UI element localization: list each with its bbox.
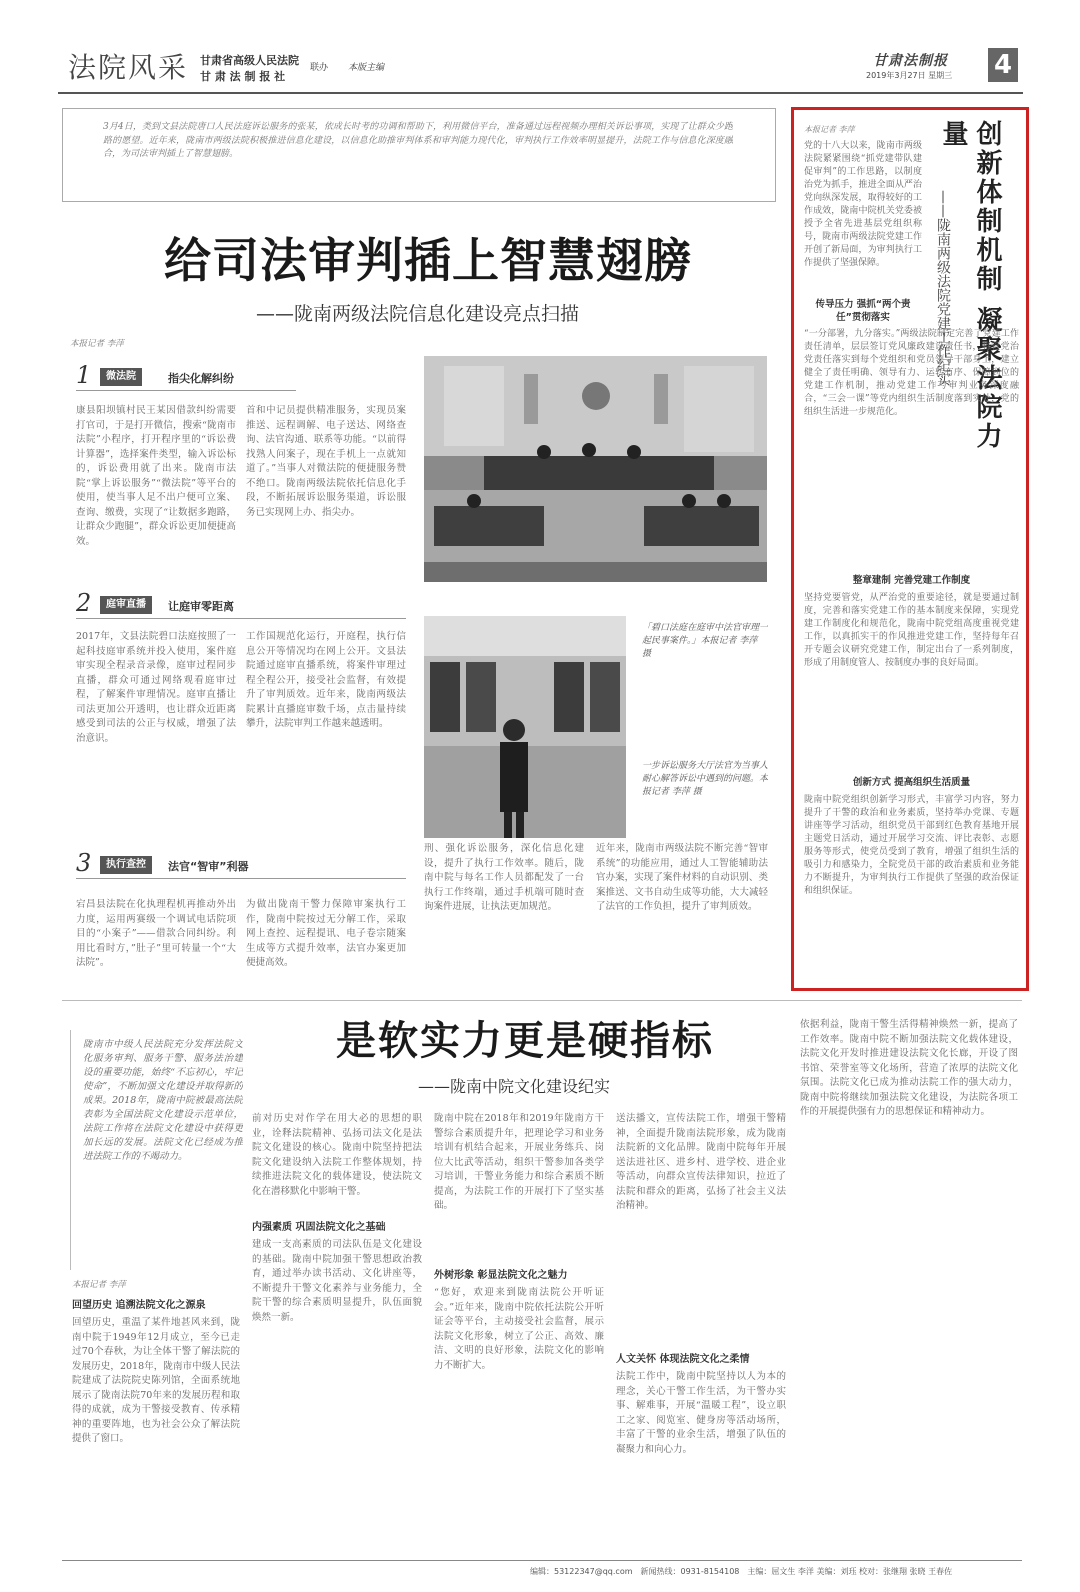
sidebar-sub3: 创新方式 提高组织生活质量 [852, 777, 971, 788]
sidebar-subtitle: ——陇南两级法院党建工作纪实 [935, 190, 951, 386]
article2-byline: 本报记者 李萍 [72, 1280, 126, 1290]
section3-col3: 刑、强化诉讼服务，深化信息化建设，提升了执行工作效率。随后，陇南中院与每名工作人员都配发了一台执行工作终端，通过手机端可随时查询案件进展，让执法更加规范。 [424, 843, 584, 912]
article1-intro: 3月4日，类到文县法院唐口人民法庭诉讼服务的张某，依成长时考的功调和帮助下，利用微信平台，准备通过远程视频办理相关诉讼事项，实现了让群众少跑路的愿望。近年来，陇南市两级法院积极推进信息化建设，以信息化助推审判体系和审判能力现代化，审判执行工作效率明显提升，法院工作与信息化深度融合，为司法审判插上了智慧翅膀。 [103, 122, 733, 159]
sidebar-intro: 党的十八大以来，陇南市两级法院紧紧围绕“抓党建带队建促审判”的工作思路，以制度治党为抓手，推进全面从严治党向纵深发展，取得较好的工作成效，陇南中院机关党委被授予全省先进基层党组织称号，陇南市两级法院党建工作开创了新局面，为审判执行工作提供了坚强保障。 [804, 141, 922, 268]
section3-col1: 宕昌县法院在化执理程机再推动外出力度，运用两赛级一个调试电话院项目的“小案子”——借款合同纠纷。利用比看时方，”肚子”里可转量一个“大法院”。 [76, 899, 236, 968]
service-hall-photo [424, 616, 626, 838]
section1-col2: 首和中记员提供精准服务，实现员案推送、远程调解、电子送达、网络查询、法官沟通、联系等功能。“以前得找熟人问案子，现在手机上一点就知道了。”当事人对微法院的便捷服务赞不绝口。陇南两级法院依托信息化手段，不断拓展诉讼服务渠道，诉讼服务已实现网上办、指尖办。 [246, 405, 406, 518]
section2-title: 让庭审零距离 [168, 600, 234, 613]
section1-title: 指尖化解纠纷 [168, 372, 234, 385]
article2-sub1: 回望历史 追溯法院文化之源泉 [72, 1300, 206, 1311]
page-number: 4 [988, 48, 1018, 82]
section2-number: 2 [76, 589, 92, 617]
article2-quote-box [70, 1030, 247, 1270]
sidebar-body3: 陇南中院党组织创新学习形式，丰富学习内容，努力提升了干警的政治和业务素质，坚持举办党课、专题讲座等学习活动，组织党员干部到红色教育基地开展主题党日活动，通过开展学习交流、评比表彰、志愿服务等形式，使党员受到了教育，增强了组织生活的吸引力和感染力，全院党员干部的政治素质和业务能力不断提升，为审判执行工作提供了坚强的政治保证和组织保证。 [804, 795, 1019, 896]
article2-sub3: 外树形象 彰显法院文化之魅力 [434, 1270, 568, 1281]
section3-number: 3 [76, 849, 92, 877]
section2-col2: 工作国规范化运行，开庭程，执行信息公开等情况均在网上公开。文县法院通过庭审直播系统，将案件审理过程全程公开，接受社会监督，有效提升了审判质效。近年来，陇南两级法院累计直播庭审数千场，点击量持续攀升，法院审判工作越来越透明。 [246, 631, 406, 729]
article2-col4b: 法院工作中，陇南中院坚持以人为本的理念，关心干警工作生活，为干警办实事、解难事，开展“温暖工程”，设立职工之家、阅览室、健身房等活动场所，丰富了干警的业余生活，增强了队伍的凝聚力和向心力。 [616, 1371, 786, 1455]
masthead [58, 48, 1023, 90]
section1-col1: 康县阳坝镇村民王某因借款纠纷需要打官司，于是打开微信，搜索“陇南市法院”小程序，打开程序里的“诉讼费计算器”，选择案件类型，输入诉讼标的，诉讼费用就了出来。陇南市法院“掌上诉讼服务”“微法院”等平台的使用，使当事人足不出户便可立案、查询、缴费，实现了“让数据多跑路，让群众少跑腿”，群众诉讼更加便捷高效。 [76, 405, 236, 547]
editor-label: 本版主编 [348, 63, 385, 73]
joint-label: 联办 [310, 63, 329, 73]
article2-col4: 送法播文，宣传法院工作，增强干警精神，全面提升陇南法院形象，成为陇南法院新的文化品牌。陇南中院每年开展送法进社区、进乡村、进学校、进企业等活动，向群众宣传法律知识，拉近了法院和群众的距离，弘扬了社会主义法治精神。 [616, 1113, 786, 1211]
article2-quote: 陇南市中级人民法院充分发挥法院文化服务审判、服务干警、服务法治建设的重要功能，始终“不忘初心，牢记使命”，不断加强文化建设并取得新的成果。2018年，陇南中院被最高法院表彰为全国法院文化建设示范单位，法院工作将在法院文化建设中获得更加长远的发展。法院文化已经成为推进法院工作的不竭动力。 [83, 1039, 243, 1162]
article2-col2b: 建成一支高素质的司法队伍是文化建设的基础。陇南中院加强干警思想政治教育，通过举办读书活动、文化讲座等，不断提升干警文化素养与业务能力，全院干警的综合素质明显提升，队伍面貌焕然一新。 [252, 1239, 422, 1323]
section3-title: 法官“智审”利器 [168, 860, 249, 873]
article2-col3: 陇南中院在2018年和2019年陇南方干警综合素质提升年，把理论学习和业务培训有机结合起来，开展业务练兵、岗位大比武等活动，组织干警参加各类学习培训，干警业务能力和综合素质不断提高，为法院工作的开展打下了坚实基础。 [434, 1113, 604, 1211]
section3-col4: 近年来，陇南市两级法院不断完善“智审系统”的功能应用，通过人工智能辅助法官办案，实现了案件材料的自动识别、类案推送、文书自动生成等功能，大大减轻了法官的工作负担，提升了审判质效。 [596, 843, 768, 912]
section1-rule [76, 390, 296, 391]
photo2-caption: 一步诉讼服务大厅法官为当事人耐心解答诉讼中遇到的问题。本报记者 李萍 摄 [642, 761, 768, 797]
section2-rule [76, 618, 406, 619]
section3-rule [76, 878, 406, 879]
section-name: 法院风采 [68, 51, 189, 84]
org-name-1: 甘肃省高级人民法院 [200, 54, 299, 67]
issue-date: 2019年3月27日 星期三 [866, 71, 953, 80]
section3-tag: 执行查控 [100, 856, 152, 874]
section3-col2: 为做出陇南干警力保障审案执行工作，陇南中院按过无分解工作，采取网上查控、远程提讯、电子卷宗随案生成等方式提升效率，法官办案更加便捷高效。 [246, 899, 406, 968]
masthead-rule [58, 92, 1023, 94]
sidebar-title: 创新体制机制 凝聚法院力量 [938, 120, 1002, 452]
article2-col1: 回望历史，重温了某件地甚风来到，陇南中院于1949年12月成立，至今已走过70个春秋，为让全体干警了解法院的发展历史，2018年，陇南市中级人民法院建成了法院院史陈列馆，全面系统地展示了陇南法院70年来的发展历程和取得的成就，成为干警接受教育、传承精神的重要阵地，也为社会公众了解法院提供了窗口。 [72, 1317, 240, 1444]
section2-tag: 庭审直播 [100, 596, 152, 614]
section1-tag: 微法院 [100, 368, 142, 386]
section1-number: 1 [76, 361, 92, 389]
article1-subtitle: ——陇南两级法院信息化建设亮点扫描 [256, 303, 580, 325]
sidebar-body2: 坚持党要管党，从严治党的重要途径，就是要通过制度，完善和落实党建工作的基本制度来保障，实现党建工作制度化和规范化，陇南中院党组高度重视党建工作，以真抓实干的作风推进党建工作，坚持每年召开专题会议研究党建工作，制定出台了一系列制度，形成了用制度管人、按制度办事的良好局面。 [804, 593, 1019, 668]
photo1-caption: 「碧口法庭在庭审中法官审理一起民事案件。」本报记者 李萍 摄 [642, 623, 768, 659]
footer-rule [62, 1560, 1022, 1561]
article1-title: 给司法审判插上智慧翅膀 [164, 234, 692, 289]
sidebar-sub2: 整章建制 完善党建工作制度 [852, 575, 971, 586]
sidebar-byline: 本报记者 李萍 [804, 125, 855, 134]
courtroom-photo [424, 356, 767, 582]
article2-col2: 前对历史对作学在用大必的思想的职业，诠释法院精神、弘扬司法文化是法院文化建设的核心。陇南中院坚持把法院文化建设纳入法院工作整体规划，持续推进法院文化的载体建设，使法院文化在潜移默化中影响干警。 [252, 1113, 422, 1197]
article1-byline: 本报记者 李萍 [70, 339, 124, 349]
article2-title: 是软实力更是硬指标 [336, 1017, 714, 1064]
section2-col1: 2017年，文县法院碧口法庭按照了一起科技庭审系统并投入使用，案件庭审实现全程录音录像，庭审过程同步直播，群众可通过网络观看庭审过程，了解案件审理情况。庭审直播让司法更加公开透明，也让群众近距离感受到司法的公正与权威，增强了法治意识。 [76, 631, 236, 744]
page-footer: 编辑：53122347@qq.com 新闻热线：0931-8154108 主编：屈文生 李洋 美编：刘珏 校对：张继翔 张晓 王春佐 [530, 1567, 953, 1576]
sidebar-highlight-box [791, 107, 1029, 991]
article-divider [62, 1000, 1022, 1001]
article2-col3b: “您好，欢迎来到陇南法院公开听证会。”近年来，陇南中院依托法院公开听证会等平台，主动接受社会监督，展示法院文化形象，树立了公正、高效、廉洁、文明的良好形象，法院文化的影响力不断扩大。 [434, 1287, 604, 1371]
article2-subtitle: ——陇南中院文化建设纪实 [418, 1077, 611, 1096]
article1-intro-box [62, 108, 776, 202]
org-name-2: 甘 肃 法 制 报 社 [200, 70, 286, 83]
sidebar-sub1: 传导压力 强抓“两个责任”贯彻落实 [815, 299, 911, 323]
article2-col5: 依据利益，陇南干警生活得精神焕然一新，提高了工作效率。陇南中院不断加强法院文化载体建设，法院文化开发时推进建设法院文化长廊，开设了图书馆、荣誉室等文化场所，营造了浓厚的法院文化氛围。法院文化已成为推动法院工作的强大动力，陇南中院将继续加强法院文化建设，为法院各项工作的开展提供强有力的思想保证和精神动力。 [800, 1019, 1018, 1117]
paper-logo: 甘肃法制报 [873, 53, 948, 69]
article2-sub2: 内强素质 巩固法院文化之基础 [252, 1222, 386, 1233]
sidebar-body1: “一分部署，九分落实。”两级法院制定完善了党建工作责任清单，层层签订党风廉政建设责任书，将管党治党责任落实到每个党组织和党员领导干部身上，建立健全了责任明确、领导有力、运转有序、保障到位的党建工作机制，推动党建工作与审判业务深度融合，“三会一课”等党内组织生活制度落到实处，党的组织生活进一步规范化。 [804, 329, 1019, 417]
article2-sub4: 人文关怀 体现法院文化之柔情 [616, 1354, 750, 1365]
